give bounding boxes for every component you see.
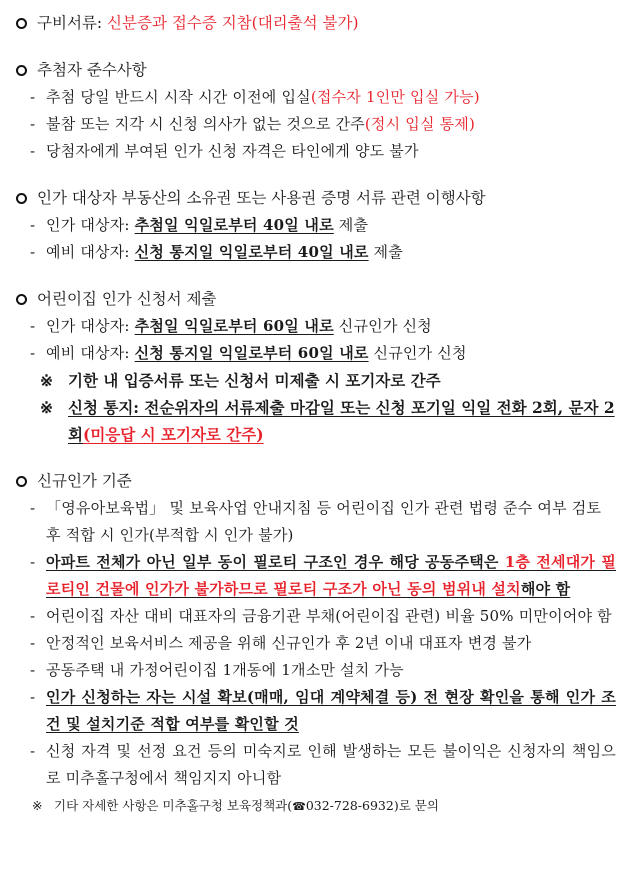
note-notification bbox=[14, 394, 616, 448]
hollow-circle-bullet-icon bbox=[16, 294, 27, 305]
section-heading bbox=[14, 185, 616, 212]
item-label: 예비 대상자: bbox=[46, 344, 135, 362]
phone-number: 032-728-6932 bbox=[305, 798, 394, 813]
item-tail: 신규인가 신청 bbox=[368, 344, 467, 362]
list-item bbox=[14, 239, 616, 266]
section-required-documents bbox=[14, 10, 616, 37]
item-tail: 제출 bbox=[368, 243, 403, 261]
dash-marker: - bbox=[30, 243, 36, 261]
dash-marker: - bbox=[30, 344, 36, 362]
dash-marker: - bbox=[30, 317, 36, 335]
docs-value: 신분증과 접수증 지참(대리출석 불가) bbox=[107, 14, 359, 32]
list-item bbox=[14, 138, 616, 165]
list-item bbox=[14, 212, 616, 239]
item-tail: 해야 함 bbox=[520, 580, 571, 598]
item-red-note: (접수자 1인만 입실 가능) bbox=[310, 88, 480, 106]
reference-mark-icon: ※ bbox=[32, 798, 43, 813]
dash-marker: - bbox=[30, 634, 36, 652]
dash-marker: - bbox=[30, 142, 36, 160]
section-compliance bbox=[14, 57, 616, 165]
item-text: 공동주택 내 가정어린이집 1개동에 1개소만 설치 가능 bbox=[46, 661, 404, 679]
list-item bbox=[14, 495, 616, 549]
item-text: 「영유아보육법」 및 보육사업 안내지침 등 어린이집 인가 관련 법령 준수 여부 검토 후 적합 시 인가(부적합 시 인가 불가) bbox=[46, 499, 602, 544]
note-text: 신청 통지: 전순위자의 서류제출 마감일 또는 신청 포기일 익일 전화 2회, 문자 2회 bbox=[68, 398, 615, 444]
item-red-note: (정시 입실 통제) bbox=[364, 115, 476, 133]
deadline-text: 신청 통지일 익일로부터 40일 내로 bbox=[134, 243, 369, 261]
deadline-text: 신청 통지일 익일로부터 60일 내로 bbox=[134, 344, 369, 362]
note-red-text: (미응답 시 포기자로 간주) bbox=[82, 425, 264, 444]
section-property-documents bbox=[14, 185, 616, 266]
section-criteria bbox=[14, 468, 616, 819]
item-text: 인가 신청하는 자는 시설 확보(매매, 임대 계약체결 등) 전 현장 확인을 통해 인가 조건 및 설치기준 적합 여부를 확인할 것 bbox=[46, 688, 616, 733]
criteria-title: 신규인가 기준 bbox=[37, 472, 132, 490]
hollow-circle-bullet-icon bbox=[16, 18, 27, 29]
deadline-text: 추첨일 익일로부터 60일 내로 bbox=[134, 317, 334, 335]
dash-marker: - bbox=[30, 499, 36, 517]
note-forfeit bbox=[14, 367, 616, 394]
footer-contact bbox=[14, 794, 616, 819]
hollow-circle-bullet-icon bbox=[16, 476, 27, 487]
section-heading bbox=[14, 468, 616, 495]
item-label: 인가 대상자: bbox=[46, 216, 135, 234]
section-application bbox=[14, 286, 616, 448]
dash-marker: - bbox=[30, 115, 36, 133]
dash-marker: - bbox=[30, 688, 36, 706]
item-text: 안정적인 보육서비스 제공을 위해 신규인가 후 2년 이내 대표자 변경 불가 bbox=[46, 634, 532, 652]
compliance-title: 추첨자 준수사항 bbox=[37, 61, 147, 79]
dash-marker: - bbox=[30, 88, 36, 106]
list-item bbox=[14, 684, 616, 738]
dash-marker: - bbox=[30, 216, 36, 234]
section-heading bbox=[14, 10, 616, 37]
dash-marker: - bbox=[30, 553, 36, 571]
list-item bbox=[14, 630, 616, 657]
dash-marker: - bbox=[30, 661, 36, 679]
item-tail: 신규인가 신청 bbox=[333, 317, 432, 335]
list-item bbox=[14, 738, 616, 792]
item-text: 어린이집 자산 대비 대표자의 금융기관 부채(어린이집 관련) 비율 50% 미만이어야 함 bbox=[46, 607, 612, 625]
dash-marker: - bbox=[30, 742, 36, 760]
reference-mark-icon: ※ bbox=[40, 371, 53, 390]
telephone-icon: ☎ bbox=[292, 800, 306, 813]
item-label: 예비 대상자: bbox=[46, 243, 135, 261]
item-text: 아파트 전체가 아닌 일부 동이 필로티 구조인 경우 해당 공동주택은 bbox=[46, 553, 505, 571]
list-item bbox=[14, 549, 616, 603]
note-text: 기한 내 입증서류 또는 신청서 미제출 시 포기자로 간주 bbox=[68, 371, 441, 390]
item-text: 신청 자격 및 선정 요건 등의 미숙지로 인해 발생하는 모든 불이익은 신청자의 책임으로 미추홀구청에서 책임지지 아니함 bbox=[46, 742, 616, 787]
item-text: 당첨자에게 부여된 인가 신청 자격은 타인에게 양도 불가 bbox=[46, 142, 419, 160]
property-title: 인가 대상자 부동산의 소유권 또는 사용권 증명 서류 관련 이행사항 bbox=[37, 189, 486, 207]
deadline-text: 추첨일 익일로부터 40일 내로 bbox=[134, 216, 334, 234]
item-text: 불참 또는 지각 시 신청 의사가 없는 것으로 간주 bbox=[46, 115, 365, 133]
application-title: 어린이집 인가 신청서 제출 bbox=[37, 290, 217, 308]
section-heading bbox=[14, 57, 616, 84]
item-red-text: 1층 전세대가 필로티인 건물에 인가가 불가하므로 필로티 구조가 아닌 동의 범위내 설치 bbox=[46, 553, 617, 598]
list-item bbox=[14, 340, 616, 367]
item-tail: 제출 bbox=[333, 216, 369, 234]
hollow-circle-bullet-icon bbox=[16, 65, 27, 76]
list-item bbox=[14, 111, 616, 138]
list-item bbox=[14, 603, 616, 630]
list-item bbox=[14, 657, 616, 684]
list-item bbox=[14, 313, 616, 340]
section-heading bbox=[14, 286, 616, 313]
docs-label: 구비서류: bbox=[37, 14, 108, 32]
footer-text: )로 문의 bbox=[393, 798, 439, 813]
reference-mark-icon: ※ bbox=[40, 398, 53, 417]
dash-marker: - bbox=[30, 607, 36, 625]
footer-text: 기타 자세한 사항은 미추홀구청 보육정책과( bbox=[54, 798, 293, 813]
item-label: 인가 대상자: bbox=[46, 317, 135, 335]
hollow-circle-bullet-icon bbox=[16, 193, 27, 204]
list-item bbox=[14, 84, 616, 111]
item-text: 추첨 당일 반드시 시작 시간 이전에 입실 bbox=[46, 88, 311, 106]
